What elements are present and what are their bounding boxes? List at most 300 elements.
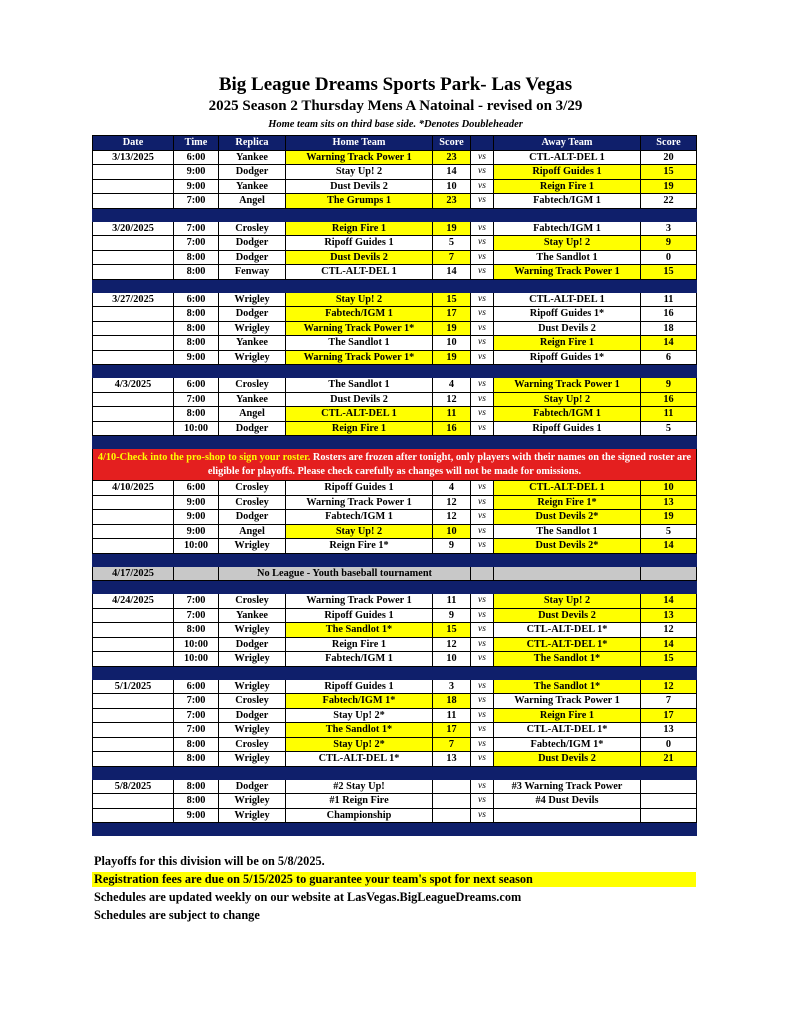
vs-label: vs bbox=[471, 378, 494, 393]
home-score: 17 bbox=[433, 307, 471, 322]
game-date bbox=[93, 495, 174, 510]
game-time: 8:00 bbox=[174, 336, 219, 351]
col-time-header: Time bbox=[174, 136, 219, 151]
vs-label: vs bbox=[471, 623, 494, 638]
separator-cell bbox=[93, 581, 697, 594]
game-field: Wrigley bbox=[219, 723, 286, 738]
fees-note: Registration fees are due on 5/15/2025 to guarantee your team's spot for next season bbox=[92, 872, 696, 887]
game-time: 8:00 bbox=[174, 265, 219, 280]
vs-label: vs bbox=[471, 723, 494, 738]
away-team: Ripoff Guides 1* bbox=[494, 307, 641, 322]
col-away-score-header: Score bbox=[641, 136, 697, 151]
game-field: Wrigley bbox=[219, 292, 286, 307]
week-separator bbox=[93, 279, 697, 292]
away-team: #3 Warning Track Power bbox=[494, 779, 641, 794]
game-date bbox=[93, 510, 174, 525]
table-row bbox=[93, 737, 697, 752]
game-time: 6:00 bbox=[174, 378, 219, 393]
separator-cell bbox=[93, 666, 697, 679]
table-row bbox=[93, 637, 697, 652]
separator-cell bbox=[93, 279, 697, 292]
away-team: The Sandlot 1 bbox=[494, 524, 641, 539]
away-score: 11 bbox=[641, 407, 697, 422]
home-team: #1 Reign Fire bbox=[286, 794, 433, 809]
home-score: 11 bbox=[433, 708, 471, 723]
away-team: Reign Fire 1 bbox=[494, 708, 641, 723]
home-team: Ripoff Guides 1 bbox=[286, 679, 433, 694]
game-field: Angel bbox=[219, 524, 286, 539]
vs-label: vs bbox=[471, 794, 494, 809]
home-team: Warning Track Power 1 bbox=[286, 594, 433, 609]
vs-label: vs bbox=[471, 236, 494, 251]
vs-label: vs bbox=[471, 694, 494, 709]
away-score: 9 bbox=[641, 236, 697, 251]
away-team: Dust Devils 2 bbox=[494, 321, 641, 336]
game-date bbox=[93, 421, 174, 436]
away-team: Stay Up! 2 bbox=[494, 594, 641, 609]
schedule-note: Home team sits on third base side. *Denotes Doubleheader bbox=[268, 119, 523, 130]
away-team: Ripoff Guides 1 bbox=[494, 421, 641, 436]
away-team: CTL-ALT-DEL 1 bbox=[494, 292, 641, 307]
game-time: 6:00 bbox=[174, 679, 219, 694]
game-date: 5/1/2025 bbox=[93, 679, 174, 694]
game-time: 8:00 bbox=[174, 794, 219, 809]
game-field: Yankee bbox=[219, 608, 286, 623]
alert-text: Rosters are frozen after tonight, only players with their names on the signed roster are eligible for playoffs. Please check carefully as changes will not be made for omissions. bbox=[207, 452, 692, 477]
game-date: 4/24/2025 bbox=[93, 594, 174, 609]
game-time: 6:00 bbox=[174, 292, 219, 307]
game-field: Dodger bbox=[219, 165, 286, 180]
website-note: Schedules are updated weekly on our website at LasVegas.BigLeagueDreams.com bbox=[94, 890, 522, 904]
game-date: 4/10/2025 bbox=[93, 481, 174, 496]
game-date: 4/17/2025 bbox=[93, 566, 174, 581]
away-team: CTL-ALT-DEL 1* bbox=[494, 637, 641, 652]
blank-cell bbox=[494, 566, 641, 581]
home-score: 12 bbox=[433, 495, 471, 510]
col-replica-header: Replica bbox=[219, 136, 286, 151]
game-time: 7:00 bbox=[174, 608, 219, 623]
game-field: Dodger bbox=[219, 708, 286, 723]
game-date: 3/27/2025 bbox=[93, 292, 174, 307]
home-score: 12 bbox=[433, 392, 471, 407]
away-score: 16 bbox=[641, 392, 697, 407]
vs-label: vs bbox=[471, 250, 494, 265]
home-team: Ripoff Guides 1 bbox=[286, 481, 433, 496]
week-separator bbox=[93, 553, 697, 566]
home-score: 7 bbox=[433, 737, 471, 752]
game-date bbox=[93, 752, 174, 767]
game-date bbox=[93, 623, 174, 638]
home-team: Reign Fire 1 bbox=[286, 221, 433, 236]
game-field: Yankee bbox=[219, 150, 286, 165]
table-row bbox=[93, 794, 697, 809]
roster-alert bbox=[93, 449, 697, 481]
vs-label: vs bbox=[471, 221, 494, 236]
home-team: Fabtech/IGM 1* bbox=[286, 694, 433, 709]
home-team: Stay Up! 2 bbox=[286, 524, 433, 539]
away-score: 0 bbox=[641, 250, 697, 265]
table-row bbox=[93, 723, 697, 738]
table-row bbox=[93, 779, 697, 794]
vs-label: vs bbox=[471, 539, 494, 554]
game-date bbox=[93, 524, 174, 539]
home-score: 10 bbox=[433, 336, 471, 351]
vs-label: vs bbox=[471, 321, 494, 336]
table-row bbox=[93, 307, 697, 322]
away-team: The Sandlot 1 bbox=[494, 250, 641, 265]
game-date bbox=[93, 165, 174, 180]
game-time: 7:00 bbox=[174, 392, 219, 407]
game-time: 7:00 bbox=[174, 194, 219, 209]
away-team: Fabtech/IGM 1* bbox=[494, 737, 641, 752]
away-score: 3 bbox=[641, 221, 697, 236]
game-time: 9:00 bbox=[174, 165, 219, 180]
vs-label: vs bbox=[471, 265, 494, 280]
vs-label: vs bbox=[471, 652, 494, 667]
blank-cell bbox=[174, 566, 219, 581]
home-score: 19 bbox=[433, 321, 471, 336]
table-row bbox=[93, 608, 697, 623]
home-team: CTL-ALT-DEL 1 bbox=[286, 407, 433, 422]
game-date bbox=[93, 608, 174, 623]
table-row bbox=[93, 510, 697, 525]
table-row bbox=[93, 495, 697, 510]
week-separator bbox=[93, 436, 697, 449]
home-team: The Grumps 1 bbox=[286, 194, 433, 209]
game-date: 5/8/2025 bbox=[93, 779, 174, 794]
week-separator bbox=[93, 365, 697, 378]
away-score: 15 bbox=[641, 265, 697, 280]
game-time: 9:00 bbox=[174, 495, 219, 510]
table-row bbox=[93, 194, 697, 209]
away-score: 16 bbox=[641, 307, 697, 322]
away-score: 21 bbox=[641, 752, 697, 767]
vs-label: vs bbox=[471, 421, 494, 436]
game-time: 9:00 bbox=[174, 524, 219, 539]
game-date: 3/20/2025 bbox=[93, 221, 174, 236]
game-field: Angel bbox=[219, 407, 286, 422]
away-team: The Sandlot 1* bbox=[494, 652, 641, 667]
home-team: Fabtech/IGM 1 bbox=[286, 307, 433, 322]
away-team: CTL-ALT-DEL 1 bbox=[494, 150, 641, 165]
game-field: Wrigley bbox=[219, 350, 286, 365]
home-score: 10 bbox=[433, 524, 471, 539]
home-team: Stay Up! 2* bbox=[286, 737, 433, 752]
home-score: 4 bbox=[433, 481, 471, 496]
home-team: The Sandlot 1* bbox=[286, 723, 433, 738]
vs-label: vs bbox=[471, 510, 494, 525]
table-header-row bbox=[93, 136, 697, 151]
away-score: 6 bbox=[641, 350, 697, 365]
separator-cell bbox=[93, 553, 697, 566]
game-field: Crosley bbox=[219, 221, 286, 236]
away-team: The Sandlot 1* bbox=[494, 679, 641, 694]
game-time: 8:00 bbox=[174, 623, 219, 638]
home-score: 15 bbox=[433, 623, 471, 638]
vs-label: vs bbox=[471, 194, 494, 209]
game-date bbox=[93, 179, 174, 194]
game-field: Wrigley bbox=[219, 623, 286, 638]
table-row bbox=[93, 350, 697, 365]
away-score: 15 bbox=[641, 165, 697, 180]
game-time: 10:00 bbox=[174, 421, 219, 436]
game-time: 8:00 bbox=[174, 779, 219, 794]
away-score: 17 bbox=[641, 708, 697, 723]
away-score: 0 bbox=[641, 737, 697, 752]
home-team: Reign Fire 1* bbox=[286, 539, 433, 554]
separator-cell bbox=[93, 766, 697, 779]
home-team: Warning Track Power 1* bbox=[286, 350, 433, 365]
away-score bbox=[641, 779, 697, 794]
game-field: Wrigley bbox=[219, 539, 286, 554]
col-home-team-header: Home Team bbox=[286, 136, 433, 151]
away-score: 13 bbox=[641, 608, 697, 623]
no-league-row bbox=[93, 566, 697, 581]
away-score: 15 bbox=[641, 652, 697, 667]
home-score: 16 bbox=[433, 421, 471, 436]
away-team: #4 Dust Devils bbox=[494, 794, 641, 809]
game-field: Dodger bbox=[219, 307, 286, 322]
table-row bbox=[93, 694, 697, 709]
home-score: 9 bbox=[433, 608, 471, 623]
table-row bbox=[93, 265, 697, 280]
vs-label: vs bbox=[471, 679, 494, 694]
home-score: 15 bbox=[433, 292, 471, 307]
game-field: Wrigley bbox=[219, 752, 286, 767]
home-score: 12 bbox=[433, 510, 471, 525]
game-date bbox=[93, 392, 174, 407]
vs-label: vs bbox=[471, 350, 494, 365]
away-team: Fabtech/IGM 1 bbox=[494, 407, 641, 422]
roster-alert-row bbox=[93, 449, 697, 481]
away-score: 14 bbox=[641, 637, 697, 652]
home-score: 10 bbox=[433, 179, 471, 194]
alert-date: 4/10- bbox=[97, 452, 120, 463]
away-team: Dust Devils 2* bbox=[494, 510, 641, 525]
home-team: The Sandlot 1 bbox=[286, 336, 433, 351]
vs-label: vs bbox=[471, 779, 494, 794]
separator-cell bbox=[93, 436, 697, 449]
schedule-subtitle: 2025 Season 2 Thursday Mens A Natoinal - revised on 3/29 bbox=[208, 98, 583, 114]
away-score: 5 bbox=[641, 421, 697, 436]
week-separator bbox=[93, 666, 697, 679]
page-title: Big League Dreams Sports Park- Las Vegas bbox=[218, 74, 573, 95]
home-team: The Sandlot 1* bbox=[286, 623, 433, 638]
game-field: Yankee bbox=[219, 392, 286, 407]
table-row bbox=[93, 321, 697, 336]
away-team: Reign Fire 1 bbox=[494, 336, 641, 351]
game-time: 9:00 bbox=[174, 808, 219, 823]
home-score: 14 bbox=[433, 165, 471, 180]
away-team: Reign Fire 1 bbox=[494, 179, 641, 194]
vs-label: vs bbox=[471, 752, 494, 767]
home-score: 19 bbox=[433, 350, 471, 365]
game-field: Wrigley bbox=[219, 794, 286, 809]
home-score: 23 bbox=[433, 150, 471, 165]
game-time: 8:00 bbox=[174, 752, 219, 767]
home-score: 9 bbox=[433, 539, 471, 554]
home-team: Stay Up! 2 bbox=[286, 292, 433, 307]
game-field: Crosley bbox=[219, 594, 286, 609]
home-team: Warning Track Power 1 bbox=[286, 495, 433, 510]
home-team: Dust Devils 2 bbox=[286, 250, 433, 265]
game-time: 8:00 bbox=[174, 737, 219, 752]
week-separator bbox=[93, 208, 697, 221]
vs-label: vs bbox=[471, 407, 494, 422]
table-row bbox=[93, 481, 697, 496]
vs-label: vs bbox=[471, 179, 494, 194]
game-time: 10:00 bbox=[174, 539, 219, 554]
table-row bbox=[93, 752, 697, 767]
home-score: 5 bbox=[433, 236, 471, 251]
home-score: 17 bbox=[433, 723, 471, 738]
away-team: CTL-ALT-DEL 1 bbox=[494, 481, 641, 496]
home-team: Reign Fire 1 bbox=[286, 421, 433, 436]
home-team: Ripoff Guides 1 bbox=[286, 236, 433, 251]
game-field: Dodger bbox=[219, 779, 286, 794]
table-row bbox=[93, 165, 697, 180]
game-field: Yankee bbox=[219, 336, 286, 351]
game-field: Crosley bbox=[219, 481, 286, 496]
home-score: 19 bbox=[433, 221, 471, 236]
game-field: Wrigley bbox=[219, 808, 286, 823]
table-row bbox=[93, 221, 697, 236]
away-score: 12 bbox=[641, 679, 697, 694]
schedule-body bbox=[93, 150, 697, 836]
away-team: Warning Track Power 1 bbox=[494, 378, 641, 393]
separator-cell bbox=[93, 208, 697, 221]
away-team: Stay Up! 2 bbox=[494, 392, 641, 407]
home-team: Warning Track Power 1* bbox=[286, 321, 433, 336]
week-separator bbox=[93, 823, 697, 836]
away-score: 14 bbox=[641, 336, 697, 351]
table-row bbox=[93, 407, 697, 422]
home-team: Championship bbox=[286, 808, 433, 823]
game-time: 7:00 bbox=[174, 221, 219, 236]
away-score: 18 bbox=[641, 321, 697, 336]
table-row bbox=[93, 336, 697, 351]
away-score: 13 bbox=[641, 495, 697, 510]
vs-label: vs bbox=[471, 594, 494, 609]
game-date: 3/13/2025 bbox=[93, 150, 174, 165]
separator-cell bbox=[93, 365, 697, 378]
table-row bbox=[93, 808, 697, 823]
game-date bbox=[93, 265, 174, 280]
home-score: 11 bbox=[433, 407, 471, 422]
game-field: Dodger bbox=[219, 421, 286, 436]
game-time: 6:00 bbox=[174, 481, 219, 496]
game-date bbox=[93, 236, 174, 251]
game-time: 7:00 bbox=[174, 594, 219, 609]
vs-label: vs bbox=[471, 808, 494, 823]
away-team: Fabtech/IGM 1 bbox=[494, 194, 641, 209]
schedule-table bbox=[92, 135, 697, 836]
table-row bbox=[93, 652, 697, 667]
vs-label: vs bbox=[471, 708, 494, 723]
game-date bbox=[93, 737, 174, 752]
game-field: Dodger bbox=[219, 236, 286, 251]
away-team: Dust Devils 2 bbox=[494, 752, 641, 767]
vs-label: vs bbox=[471, 165, 494, 180]
away-score: 10 bbox=[641, 481, 697, 496]
home-team: Ripoff Guides 1 bbox=[286, 608, 433, 623]
game-field: Crosley bbox=[219, 495, 286, 510]
game-field: Dodger bbox=[219, 637, 286, 652]
vs-label: vs bbox=[471, 292, 494, 307]
away-team: Stay Up! 2 bbox=[494, 236, 641, 251]
game-time: 7:00 bbox=[174, 236, 219, 251]
vs-label: vs bbox=[471, 608, 494, 623]
game-time: 9:00 bbox=[174, 350, 219, 365]
game-time: 8:00 bbox=[174, 250, 219, 265]
table-row bbox=[93, 236, 697, 251]
home-team: Stay Up! 2* bbox=[286, 708, 433, 723]
game-field: Crosley bbox=[219, 694, 286, 709]
game-date bbox=[93, 694, 174, 709]
table-row bbox=[93, 679, 697, 694]
home-score: 7 bbox=[433, 250, 471, 265]
home-team: Dust Devils 2 bbox=[286, 179, 433, 194]
week-separator bbox=[93, 581, 697, 594]
col-home-score-header: Score bbox=[433, 136, 471, 151]
away-score bbox=[641, 794, 697, 809]
home-team: #2 Stay Up! bbox=[286, 779, 433, 794]
game-date bbox=[93, 808, 174, 823]
home-team: Dust Devils 2 bbox=[286, 392, 433, 407]
game-date bbox=[93, 708, 174, 723]
alert-highlight: Check into the pro-shop to sign your roster. bbox=[119, 452, 311, 463]
away-team: CTL-ALT-DEL 1* bbox=[494, 623, 641, 638]
game-field: Wrigley bbox=[219, 321, 286, 336]
game-time: 8:00 bbox=[174, 307, 219, 322]
no-league-text: No League - Youth baseball tournament bbox=[219, 566, 471, 581]
table-row bbox=[93, 594, 697, 609]
change-note: Schedules are subject to change bbox=[94, 908, 260, 922]
table-row bbox=[93, 539, 697, 554]
away-team: CTL-ALT-DEL 1* bbox=[494, 723, 641, 738]
home-team: The Sandlot 1 bbox=[286, 378, 433, 393]
game-time: 7:00 bbox=[174, 708, 219, 723]
home-team: Fabtech/IGM 1 bbox=[286, 510, 433, 525]
separator-cell bbox=[93, 823, 697, 836]
away-team: Ripoff Guides 1 bbox=[494, 165, 641, 180]
home-score: 12 bbox=[433, 637, 471, 652]
game-field: Fenway bbox=[219, 265, 286, 280]
away-team: Fabtech/IGM 1 bbox=[494, 221, 641, 236]
away-score: 19 bbox=[641, 179, 697, 194]
table-row bbox=[93, 250, 697, 265]
game-field: Dodger bbox=[219, 250, 286, 265]
vs-label: vs bbox=[471, 336, 494, 351]
game-date bbox=[93, 652, 174, 667]
away-score: 14 bbox=[641, 594, 697, 609]
game-date bbox=[93, 307, 174, 322]
game-date bbox=[93, 194, 174, 209]
vs-label: vs bbox=[471, 637, 494, 652]
away-team: Warning Track Power 1 bbox=[494, 694, 641, 709]
game-time: 9:00 bbox=[174, 179, 219, 194]
home-team: Fabtech/IGM 1 bbox=[286, 652, 433, 667]
game-field: Wrigley bbox=[219, 679, 286, 694]
away-score bbox=[641, 808, 697, 823]
away-score: 11 bbox=[641, 292, 697, 307]
home-score: 18 bbox=[433, 694, 471, 709]
away-score: 5 bbox=[641, 524, 697, 539]
table-row bbox=[93, 708, 697, 723]
week-separator bbox=[93, 766, 697, 779]
away-score: 14 bbox=[641, 539, 697, 554]
home-team: Reign Fire 1 bbox=[286, 637, 433, 652]
